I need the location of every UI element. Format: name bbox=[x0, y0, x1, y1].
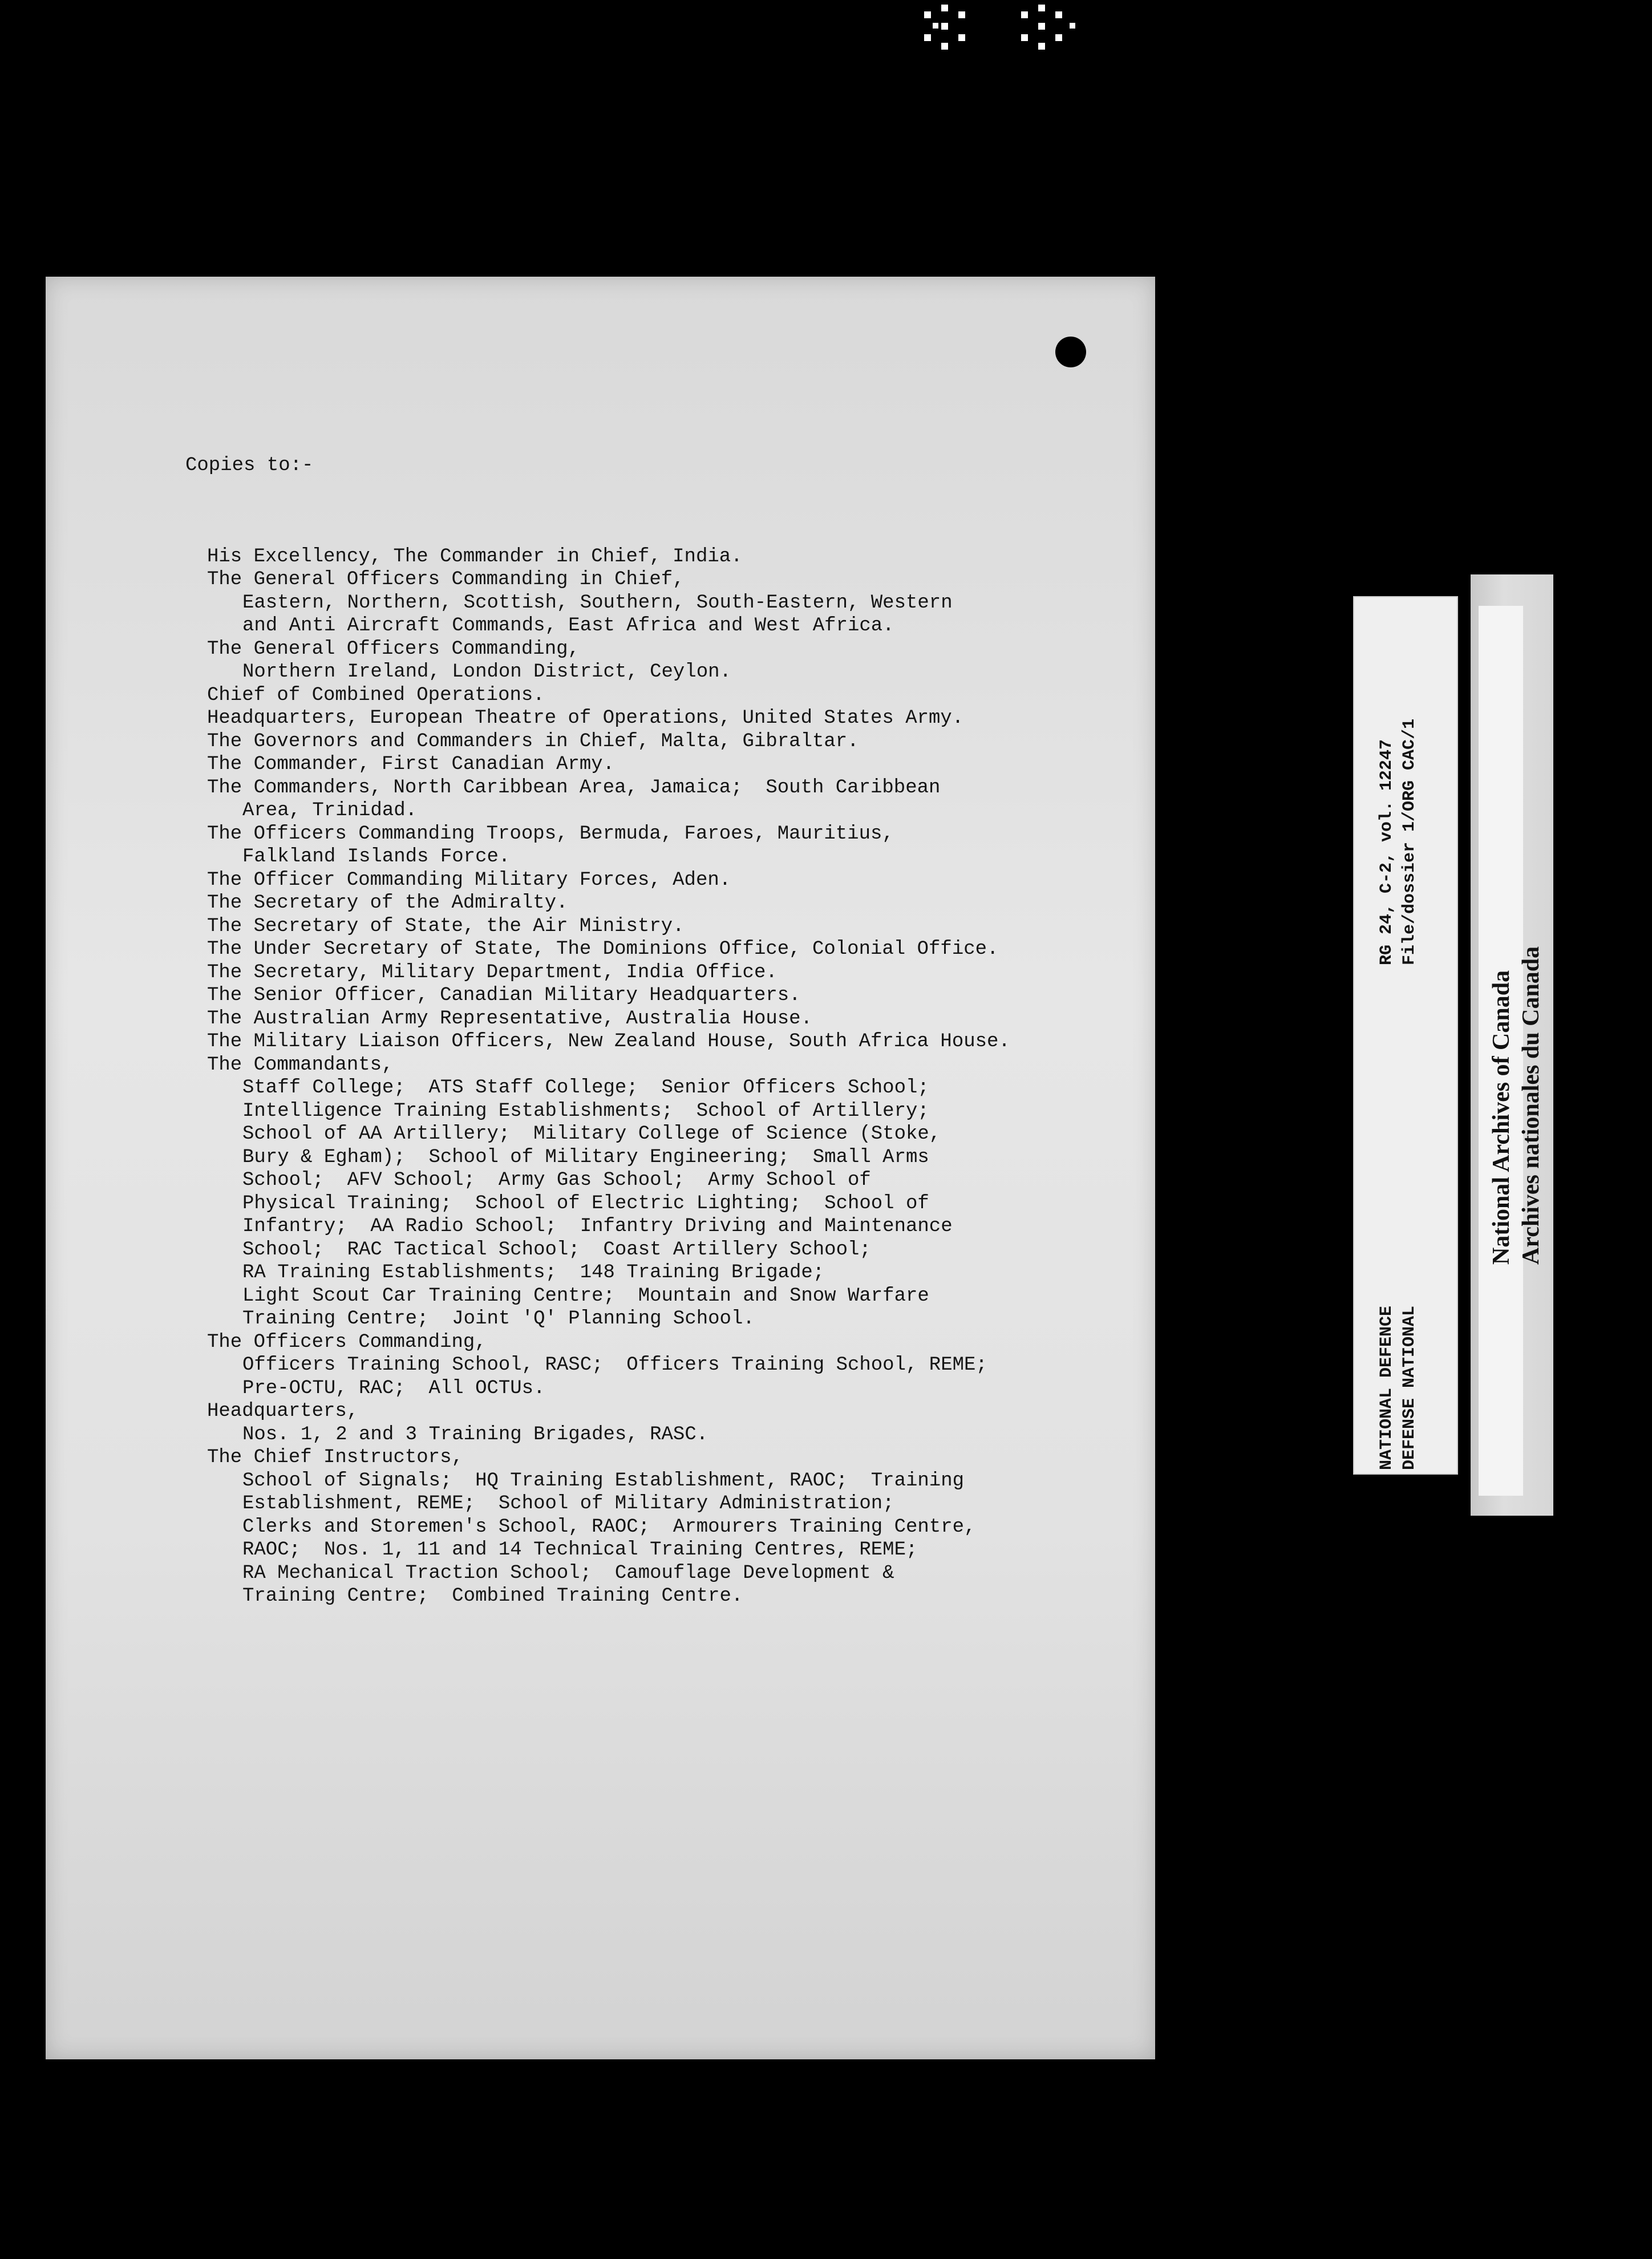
distribution-line: Intelligence Training Establishments; School of Artillery; bbox=[242, 1100, 929, 1122]
distribution-line: Chief of Combined Operations. bbox=[207, 684, 545, 706]
archive-name-strip bbox=[1471, 574, 1553, 1516]
archive-name-english: National Archives of Canada bbox=[1488, 970, 1515, 1265]
distribution-line: The Under Secretary of State, The Dominions Office, Colonial Office. bbox=[207, 938, 999, 960]
copies-to-heading: Copies to:- bbox=[185, 455, 314, 476]
department-line-1: NATIONAL DEFENCE bbox=[1377, 1305, 1396, 1470]
distribution-line: The Military Liaison Officers, New Zealand House, South Africa House. bbox=[207, 1031, 1010, 1052]
distribution-line: The Senior Officer, Canadian Military Headquarters. bbox=[207, 985, 801, 1006]
distribution-line: Training Centre; Combined Training Centre. bbox=[242, 1585, 743, 1607]
distribution-line: Staff College; ATS Staff College; Senior Officers School; bbox=[242, 1077, 929, 1099]
distribution-line: Physical Training; School of Electric Lighting; School of bbox=[242, 1192, 929, 1214]
distribution-line: The Governors and Commanders in Chief, Malta, Gibraltar. bbox=[207, 730, 859, 752]
copies-to-list bbox=[185, 408, 1155, 1608]
distribution-line: RA Training Establishments; 148 Training Brigade; bbox=[242, 1262, 825, 1284]
distribution-line: The Commandants, bbox=[207, 1054, 394, 1076]
distribution-line: The Australian Army Representative, Australia House. bbox=[207, 1007, 812, 1030]
distribution-line: The Secretary of State, the Air Ministry. bbox=[207, 915, 685, 937]
distribution-line: Infantry; AA Radio School; Infantry Driving and Maintenance bbox=[242, 1216, 953, 1237]
distribution-line: Falkland Islands Force. bbox=[242, 846, 511, 868]
distribution-line: Light Scout Car Training Centre; Mountain and Snow Warfare bbox=[242, 1285, 929, 1307]
distribution-line: The General Officers Commanding in Chief, bbox=[207, 569, 685, 590]
distribution-line: The Secretary, Military Department, India Office. bbox=[207, 961, 778, 983]
distribution-line: The Chief Instructors, bbox=[207, 1447, 463, 1468]
distribution-line: His Excellency, The Commander in Chief, India. bbox=[207, 545, 743, 568]
distribution-line: Bury & Egham); School of Military Engineering; Small Arms bbox=[242, 1146, 929, 1168]
distribution-line: RAOC; Nos. 1, 11 and 14 Technical Training Centres, REME; bbox=[242, 1539, 918, 1561]
distribution-line: School; RAC Tactical School; Coast Artillery School; bbox=[242, 1238, 871, 1261]
microfilm-registration-mark bbox=[918, 0, 1084, 63]
distribution-line: RA Mechanical Traction School; Camouflage Development & bbox=[242, 1562, 894, 1584]
distribution-line: Pre-OCTU, RAC; All OCTUs. bbox=[242, 1377, 545, 1399]
distribution-line: Officers Training School, RASC; Officers Training School, REME; bbox=[242, 1354, 987, 1376]
department-line-2: DEFENSE NATIONAL bbox=[1400, 1305, 1419, 1470]
archive-reference-label bbox=[1353, 596, 1458, 1475]
distribution-line: Training Centre; Joint 'Q' Planning School. bbox=[242, 1308, 755, 1330]
distribution-line: The Officers Commanding, bbox=[207, 1331, 487, 1353]
distribution-line: The Commanders, North Caribbean Area, Jamaica; South Caribbean bbox=[207, 776, 941, 799]
distribution-line: Nos. 1, 2 and 3 Training Brigades, RASC. bbox=[242, 1423, 708, 1446]
distribution-line: Establishment, REME; School of Military Administration; bbox=[242, 1493, 894, 1515]
distribution-line: Northern Ireland, London District, Ceylon. bbox=[242, 661, 731, 683]
distribution-line: The Officers Commanding Troops, Bermuda, Faroes, Mauritius, bbox=[207, 823, 894, 845]
distribution-line: The Officer Commanding Military Forces, Aden. bbox=[207, 869, 731, 891]
reference-line-2: File/dossier 1/ORG CAC/1 bbox=[1400, 718, 1419, 965]
distribution-line: Eastern, Northern, Scottish, Southern, South-Eastern, Western bbox=[242, 592, 953, 614]
distribution-line: Headquarters, European Theatre of Operations, United States Army. bbox=[207, 707, 964, 729]
archive-name-french: Archives nationales du Canada bbox=[1518, 946, 1544, 1265]
distribution-line: The Secretary of the Admiralty. bbox=[207, 892, 568, 914]
distribution-line: The Commander, First Canadian Army. bbox=[207, 754, 615, 775]
distribution-line: The General Officers Commanding, bbox=[207, 638, 580, 660]
distribution-line: Clerks and Storemen's School, RAOC; Armourers Training Centre, bbox=[242, 1516, 976, 1538]
distribution-line: Area, Trinidad. bbox=[242, 800, 418, 821]
distribution-line: Headquarters, bbox=[207, 1400, 359, 1422]
distribution-line: School of AA Artillery; Military College of Science (Stoke, bbox=[242, 1123, 941, 1145]
distribution-line: School; AFV School; Army Gas School; Army School of bbox=[242, 1169, 871, 1191]
distribution-line: School of Signals; HQ Training Establishment, RAOC; Training bbox=[242, 1469, 965, 1492]
distribution-line: and Anti Aircraft Commands, East Africa and West Africa. bbox=[242, 615, 894, 637]
reference-line-1: RG 24, C-2, vol. 12247 bbox=[1377, 739, 1396, 965]
punch-hole bbox=[1055, 337, 1086, 367]
